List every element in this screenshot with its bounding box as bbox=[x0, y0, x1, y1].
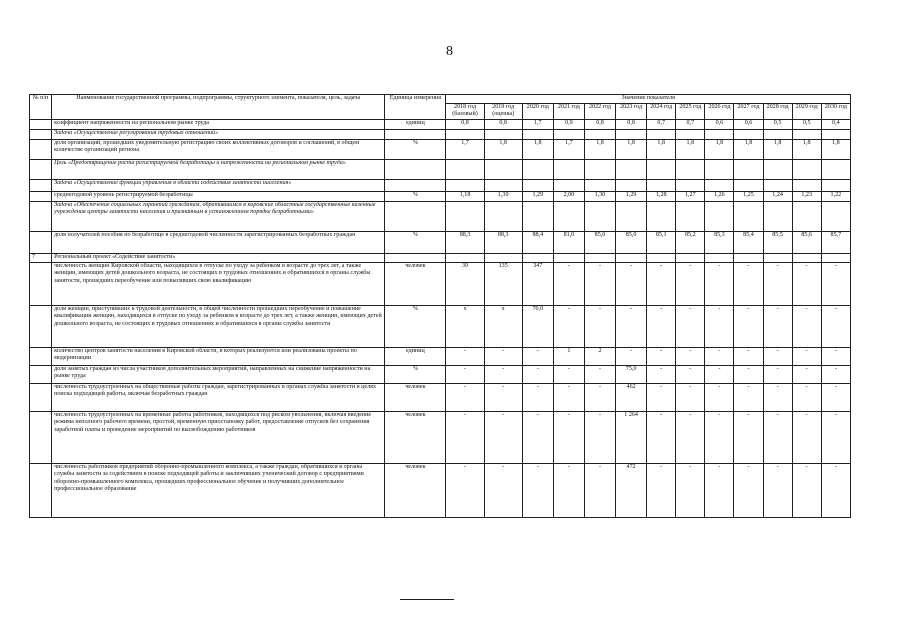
value-cell: - bbox=[647, 463, 676, 517]
value-cell: - bbox=[676, 463, 705, 517]
value-cell: - bbox=[792, 347, 821, 365]
table-row bbox=[30, 305, 851, 347]
value-cell bbox=[522, 159, 553, 179]
value-cell: - bbox=[763, 365, 792, 383]
value-cell: - bbox=[734, 305, 763, 347]
header-year: 2024 год bbox=[647, 104, 676, 120]
value-cell: - bbox=[647, 365, 676, 383]
table-row bbox=[30, 129, 851, 139]
value-cell: 85,0 bbox=[584, 231, 615, 253]
unit-cell: % bbox=[385, 139, 446, 159]
value-cell bbox=[446, 201, 484, 231]
row-number bbox=[30, 119, 52, 129]
value-cell: 85,2 bbox=[676, 231, 705, 253]
value-cell: - bbox=[763, 262, 792, 305]
row-number bbox=[30, 179, 52, 191]
value-cell bbox=[522, 201, 553, 231]
header-year: 2021 год bbox=[553, 104, 584, 120]
value-cell bbox=[584, 201, 615, 231]
value-cell: - bbox=[446, 463, 484, 517]
value-cell: - bbox=[705, 347, 734, 365]
value-cell: 85,7 bbox=[821, 231, 850, 253]
row-number: 7 bbox=[30, 253, 52, 262]
value-cell: - bbox=[821, 383, 850, 411]
header-year: 2022 год bbox=[584, 104, 615, 120]
value-cell: - bbox=[792, 365, 821, 383]
value-cell: - bbox=[734, 411, 763, 463]
unit-cell: % bbox=[385, 191, 446, 201]
table-row bbox=[30, 411, 851, 463]
value-cell: - bbox=[522, 383, 553, 411]
unit-cell: человек bbox=[385, 411, 446, 463]
value-cell bbox=[763, 253, 792, 262]
value-cell: 1,30 bbox=[584, 191, 615, 201]
value-cell bbox=[734, 179, 763, 191]
value-cell: 0,5 bbox=[792, 119, 821, 129]
header-year: 2026 год bbox=[705, 104, 734, 120]
value-cell: - bbox=[584, 262, 615, 305]
table-row bbox=[30, 119, 851, 129]
value-cell: - bbox=[792, 305, 821, 347]
value-cell: 88,3 bbox=[446, 231, 484, 253]
value-cell bbox=[734, 201, 763, 231]
value-cell bbox=[647, 201, 676, 231]
header-year: 2025 год bbox=[676, 104, 705, 120]
value-cell bbox=[705, 159, 734, 179]
value-cell bbox=[792, 129, 821, 139]
value-cell bbox=[553, 179, 584, 191]
value-cell: - bbox=[705, 463, 734, 517]
header-year: 2027 год bbox=[734, 104, 763, 120]
value-cell: - bbox=[763, 463, 792, 517]
value-cell bbox=[647, 179, 676, 191]
row-number bbox=[30, 463, 52, 517]
row-number bbox=[30, 139, 52, 159]
value-cell bbox=[522, 129, 553, 139]
header-year: 2019 год (оценка) bbox=[484, 104, 522, 120]
value-cell bbox=[676, 253, 705, 262]
value-cell bbox=[734, 159, 763, 179]
header-year: 2029 год bbox=[792, 104, 821, 120]
value-cell: - bbox=[734, 365, 763, 383]
header-year: 2023 год bbox=[616, 104, 647, 120]
value-cell: 85,3 bbox=[705, 231, 734, 253]
value-cell bbox=[484, 129, 522, 139]
header-name: Наименование государственной программы, подпрограммы, структурного элемента, показателя, цель, задача bbox=[52, 95, 385, 120]
value-cell bbox=[553, 253, 584, 262]
table-row bbox=[30, 463, 851, 517]
value-cell: - bbox=[676, 347, 705, 365]
value-cell bbox=[584, 179, 615, 191]
row-number bbox=[30, 159, 52, 179]
indicator-name: количество центров занятости населения в Кировской области, в которых реализуются или реализованы проекты по модернизации bbox=[52, 347, 385, 365]
value-cell: 347 bbox=[522, 262, 553, 305]
header-year: 2028 год bbox=[763, 104, 792, 120]
value-cell bbox=[792, 179, 821, 191]
value-cell: 88,3 bbox=[484, 231, 522, 253]
unit-cell: % bbox=[385, 231, 446, 253]
value-cell: 462 bbox=[616, 383, 647, 411]
value-cell: 1,8 bbox=[616, 139, 647, 159]
value-cell bbox=[446, 159, 484, 179]
indicator-name: Цель «Предотвращение роста регистрируемой безработицы и напряженности на региональном рынке труда» bbox=[52, 159, 385, 179]
value-cell bbox=[821, 201, 850, 231]
value-cell bbox=[705, 129, 734, 139]
value-cell bbox=[616, 179, 647, 191]
value-cell bbox=[553, 129, 584, 139]
value-cell bbox=[647, 159, 676, 179]
value-cell: 85,5 bbox=[763, 231, 792, 253]
value-cell bbox=[616, 201, 647, 231]
value-cell: 0,9 bbox=[553, 119, 584, 129]
value-cell: - bbox=[484, 383, 522, 411]
value-cell: - bbox=[647, 383, 676, 411]
value-cell bbox=[705, 179, 734, 191]
value-cell bbox=[484, 253, 522, 262]
value-cell: - bbox=[647, 347, 676, 365]
value-cell: - bbox=[522, 365, 553, 383]
value-cell: - bbox=[676, 262, 705, 305]
value-cell: - bbox=[647, 305, 676, 347]
value-cell: 1 264 bbox=[616, 411, 647, 463]
value-cell: 1,27 bbox=[676, 191, 705, 201]
value-cell: - bbox=[792, 463, 821, 517]
footnote-divider bbox=[400, 599, 454, 600]
indicator-name: среднегодовой уровень регистрируемой безработицы bbox=[52, 191, 385, 201]
value-cell: 75,0 bbox=[616, 365, 647, 383]
value-cell: - bbox=[484, 411, 522, 463]
value-cell bbox=[484, 179, 522, 191]
unit-cell: % bbox=[385, 365, 446, 383]
header-year: 2020 год bbox=[522, 104, 553, 120]
indicator-name: коэффициент напряженности на региональном рынке труда bbox=[52, 119, 385, 129]
value-cell bbox=[821, 253, 850, 262]
value-cell: - bbox=[553, 262, 584, 305]
indicator-name: доля занятых граждан из числа участников дополнительных мероприятий, направленных на снижение напряженности на рынке труда bbox=[52, 365, 385, 383]
value-cell: - bbox=[821, 365, 850, 383]
value-cell bbox=[763, 129, 792, 139]
value-cell: 1 bbox=[553, 347, 584, 365]
value-cell bbox=[553, 159, 584, 179]
value-cell: - bbox=[584, 365, 615, 383]
value-cell: - bbox=[484, 347, 522, 365]
value-cell: - bbox=[446, 383, 484, 411]
row-number bbox=[30, 411, 52, 463]
value-cell bbox=[647, 253, 676, 262]
unit-cell: единиц bbox=[385, 119, 446, 129]
table-row bbox=[30, 365, 851, 383]
value-cell: - bbox=[821, 411, 850, 463]
value-cell: - bbox=[584, 383, 615, 411]
value-cell: - bbox=[553, 383, 584, 411]
value-cell: - bbox=[763, 305, 792, 347]
row-number bbox=[30, 347, 52, 365]
indicator-name: Задача «Обеспечение социальных гарантий гражданам, обратившимся в кировские областные государственные казенные учреждения центры занятости населения и признанным в установленном порядке безработными» bbox=[52, 201, 385, 231]
value-cell: - bbox=[734, 262, 763, 305]
value-cell: 0,7 bbox=[676, 119, 705, 129]
value-cell: - bbox=[734, 347, 763, 365]
value-cell bbox=[522, 179, 553, 191]
value-cell: 1,23 bbox=[792, 191, 821, 201]
value-cell bbox=[821, 159, 850, 179]
header-unit: Единица измерения bbox=[385, 95, 446, 120]
indicator-name: численность трудоустроенных на временные работы работников, находящихся под риском увольнения, включая введение режима неполного рабочего времени, простой, временную приостановку работ, предоставление отпусков без сохранения заработной платы и проведение мероприятий по высвобождению работников bbox=[52, 411, 385, 463]
value-cell: 1,7 bbox=[446, 139, 484, 159]
value-cell: - bbox=[553, 411, 584, 463]
value-cell: 1,22 bbox=[821, 191, 850, 201]
value-cell: x bbox=[484, 305, 522, 347]
value-cell: - bbox=[522, 463, 553, 517]
indicator-name: Задача «Осуществление регулирования трудовых отношений» bbox=[52, 129, 385, 139]
indicator-name: доля женщин, приступивших к трудовой деятельности, в общей численности прошедших переобучение и повышение квалификации женщин, находящихся в отпуске по уходу за ребенком в возрасте до трех лет, а также женщин, имеющих детей дошкольного возраста, не состоящих в трудовых отношениях и обратившихся в органы службы занятости bbox=[52, 305, 385, 347]
value-cell bbox=[584, 253, 615, 262]
value-cell: 0,4 bbox=[821, 119, 850, 129]
header-values: Значение показателя bbox=[446, 95, 851, 104]
row-number bbox=[30, 365, 52, 383]
value-cell: - bbox=[792, 383, 821, 411]
value-cell: 1,8 bbox=[792, 139, 821, 159]
value-cell bbox=[446, 253, 484, 262]
value-cell bbox=[676, 201, 705, 231]
value-cell bbox=[821, 179, 850, 191]
value-cell bbox=[705, 201, 734, 231]
value-cell: 88,4 bbox=[522, 231, 553, 253]
unit-cell bbox=[385, 159, 446, 179]
value-cell: - bbox=[821, 347, 850, 365]
value-cell bbox=[705, 253, 734, 262]
value-cell: - bbox=[763, 383, 792, 411]
value-cell: - bbox=[705, 365, 734, 383]
value-cell: 1,24 bbox=[763, 191, 792, 201]
value-cell bbox=[792, 253, 821, 262]
unit-cell: % bbox=[385, 305, 446, 347]
value-cell: 70,0 bbox=[522, 305, 553, 347]
row-number bbox=[30, 129, 52, 139]
value-cell: - bbox=[821, 305, 850, 347]
value-cell: - bbox=[616, 262, 647, 305]
value-cell: - bbox=[676, 305, 705, 347]
value-cell: 85,6 bbox=[792, 231, 821, 253]
value-cell: 0,8 bbox=[616, 119, 647, 129]
value-cell: 0,8 bbox=[584, 119, 615, 129]
value-cell: - bbox=[584, 411, 615, 463]
value-cell bbox=[522, 253, 553, 262]
value-cell: - bbox=[821, 463, 850, 517]
value-cell: 1,8 bbox=[763, 139, 792, 159]
indicator-name: численность женщин Кировской области, находящихся в отпуске по уходу за ребенком в возрасте до трех лет, а также женщин, имеющих детей дошкольного возраста, не состоящих в трудовых отношениях и обратившихся в органы службы занятости, прошедших переобучение или повысивших свою квалификацию bbox=[52, 262, 385, 305]
value-cell: - bbox=[705, 305, 734, 347]
indicator-name: Региональный проект «Содействие занятости» bbox=[52, 253, 385, 262]
value-cell: 1,8 bbox=[734, 139, 763, 159]
value-cell: 0,7 bbox=[647, 119, 676, 129]
value-cell: 1,29 bbox=[522, 191, 553, 201]
value-cell: - bbox=[616, 305, 647, 347]
value-cell: 2,00 bbox=[553, 191, 584, 201]
table-row bbox=[30, 191, 851, 201]
row-number bbox=[30, 305, 52, 347]
value-cell: 0,6 bbox=[734, 119, 763, 129]
value-cell: - bbox=[763, 347, 792, 365]
value-cell: 1,30 bbox=[484, 191, 522, 201]
value-cell: 1,7 bbox=[553, 139, 584, 159]
value-cell bbox=[763, 179, 792, 191]
indicator-name: численность работников предприятий оборонно-промышленного комплекса, а также граждан, обратившихся в органы службы занятости за содействием в поиске подходящей работы и заключивших ученический договор с предприятиями оборонно-промышленного комплекса, прошедших профессиональное обучение и получивших дополнительное профессиональное образование bbox=[52, 463, 385, 517]
value-cell bbox=[734, 253, 763, 262]
table-row bbox=[30, 262, 851, 305]
unit-cell bbox=[385, 179, 446, 191]
value-cell: - bbox=[792, 411, 821, 463]
indicator-name: доля организаций, прошедших уведомительную регистрацию своих коллективных договоров и соглашений, в общем количестве организаций региона bbox=[52, 139, 385, 159]
unit-cell: человек bbox=[385, 262, 446, 305]
table-row bbox=[30, 383, 851, 411]
value-cell bbox=[763, 201, 792, 231]
table-body bbox=[30, 119, 851, 517]
value-cell: - bbox=[553, 365, 584, 383]
row-number bbox=[30, 201, 52, 231]
value-cell bbox=[584, 159, 615, 179]
unit-cell bbox=[385, 253, 446, 262]
value-cell: - bbox=[584, 463, 615, 517]
value-cell bbox=[792, 201, 821, 231]
table-header bbox=[30, 95, 851, 120]
value-cell bbox=[446, 179, 484, 191]
row-number bbox=[30, 383, 52, 411]
row-number bbox=[30, 262, 52, 305]
value-cell: - bbox=[676, 411, 705, 463]
value-cell: - bbox=[553, 463, 584, 517]
value-cell: - bbox=[522, 347, 553, 365]
table-row bbox=[30, 231, 851, 253]
value-cell: 1,8 bbox=[647, 139, 676, 159]
value-cell: 1,18 bbox=[446, 191, 484, 201]
header-number: № п/п bbox=[30, 95, 52, 120]
table-row bbox=[30, 201, 851, 231]
value-cell: - bbox=[553, 305, 584, 347]
value-cell bbox=[676, 129, 705, 139]
value-cell bbox=[676, 159, 705, 179]
indicator-name: численность трудоустроенных на общественные работы граждан, зарегистрированных в органах службы занятости в целях поиска подходящей работы, включая безработных граждан bbox=[52, 383, 385, 411]
value-cell: 1,8 bbox=[584, 139, 615, 159]
value-cell bbox=[792, 159, 821, 179]
value-cell: - bbox=[705, 262, 734, 305]
indicator-name: доля получателей пособия по безработице в среднегодовой численности зарегистрированных безработных граждан bbox=[52, 231, 385, 253]
value-cell: 0,5 bbox=[763, 119, 792, 129]
value-cell: - bbox=[584, 305, 615, 347]
value-cell: - bbox=[676, 365, 705, 383]
value-cell: - bbox=[705, 411, 734, 463]
value-cell: 85,0 bbox=[616, 231, 647, 253]
value-cell: 85,1 bbox=[647, 231, 676, 253]
unit-cell: человек bbox=[385, 383, 446, 411]
value-cell: x bbox=[446, 305, 484, 347]
value-cell bbox=[734, 129, 763, 139]
value-cell: - bbox=[446, 365, 484, 383]
value-cell: 1,8 bbox=[522, 139, 553, 159]
table-row bbox=[30, 253, 851, 262]
value-cell bbox=[616, 253, 647, 262]
value-cell: - bbox=[446, 411, 484, 463]
value-cell: 1,8 bbox=[484, 139, 522, 159]
value-cell: 1,26 bbox=[705, 191, 734, 201]
value-cell: - bbox=[676, 383, 705, 411]
header-year: 2018 год (базовый) bbox=[446, 104, 484, 120]
unit-cell bbox=[385, 201, 446, 231]
value-cell: - bbox=[484, 463, 522, 517]
value-cell: 1,29 bbox=[616, 191, 647, 201]
value-cell: - bbox=[821, 262, 850, 305]
value-cell: 472 bbox=[616, 463, 647, 517]
value-cell bbox=[676, 179, 705, 191]
value-cell: - bbox=[734, 463, 763, 517]
value-cell: - bbox=[792, 262, 821, 305]
value-cell: - bbox=[705, 383, 734, 411]
table-row bbox=[30, 347, 851, 365]
indicator-name: Задача «Осуществление функции управления в области содействия занятости населения» bbox=[52, 179, 385, 191]
value-cell bbox=[821, 129, 850, 139]
value-cell: 2 bbox=[584, 347, 615, 365]
value-cell: 85,4 bbox=[734, 231, 763, 253]
header-year: 2030 год bbox=[821, 104, 850, 120]
indicators-table bbox=[29, 94, 851, 518]
value-cell bbox=[553, 201, 584, 231]
value-cell: 1,25 bbox=[734, 191, 763, 201]
value-cell: 1,8 bbox=[821, 139, 850, 159]
value-cell bbox=[446, 129, 484, 139]
page-number: 8 bbox=[446, 44, 453, 59]
table-row bbox=[30, 179, 851, 191]
value-cell bbox=[484, 159, 522, 179]
value-cell bbox=[647, 129, 676, 139]
value-cell: - bbox=[647, 411, 676, 463]
table-row bbox=[30, 159, 851, 179]
value-cell: - bbox=[763, 411, 792, 463]
value-cell: - bbox=[484, 365, 522, 383]
value-cell: 81,0 bbox=[553, 231, 584, 253]
row-number bbox=[30, 231, 52, 253]
value-cell: - bbox=[522, 411, 553, 463]
table-row bbox=[30, 139, 851, 159]
value-cell: 1,8 bbox=[705, 139, 734, 159]
value-cell: 135 bbox=[484, 262, 522, 305]
row-number bbox=[30, 191, 52, 201]
value-cell: 0,8 bbox=[446, 119, 484, 129]
value-cell: 1,8 bbox=[676, 139, 705, 159]
unit-cell bbox=[385, 129, 446, 139]
value-cell bbox=[616, 129, 647, 139]
value-cell: - bbox=[616, 347, 647, 365]
value-cell bbox=[616, 159, 647, 179]
value-cell: - bbox=[446, 347, 484, 365]
unit-cell: единиц bbox=[385, 347, 446, 365]
value-cell: 39 bbox=[446, 262, 484, 305]
unit-cell: человек bbox=[385, 463, 446, 517]
value-cell: 0,6 bbox=[705, 119, 734, 129]
value-cell: 1,28 bbox=[647, 191, 676, 201]
value-cell bbox=[584, 129, 615, 139]
value-cell bbox=[763, 159, 792, 179]
value-cell: 0,8 bbox=[484, 119, 522, 129]
value-cell bbox=[484, 201, 522, 231]
value-cell: - bbox=[734, 383, 763, 411]
value-cell: 1,7 bbox=[522, 119, 553, 129]
value-cell: - bbox=[647, 262, 676, 305]
